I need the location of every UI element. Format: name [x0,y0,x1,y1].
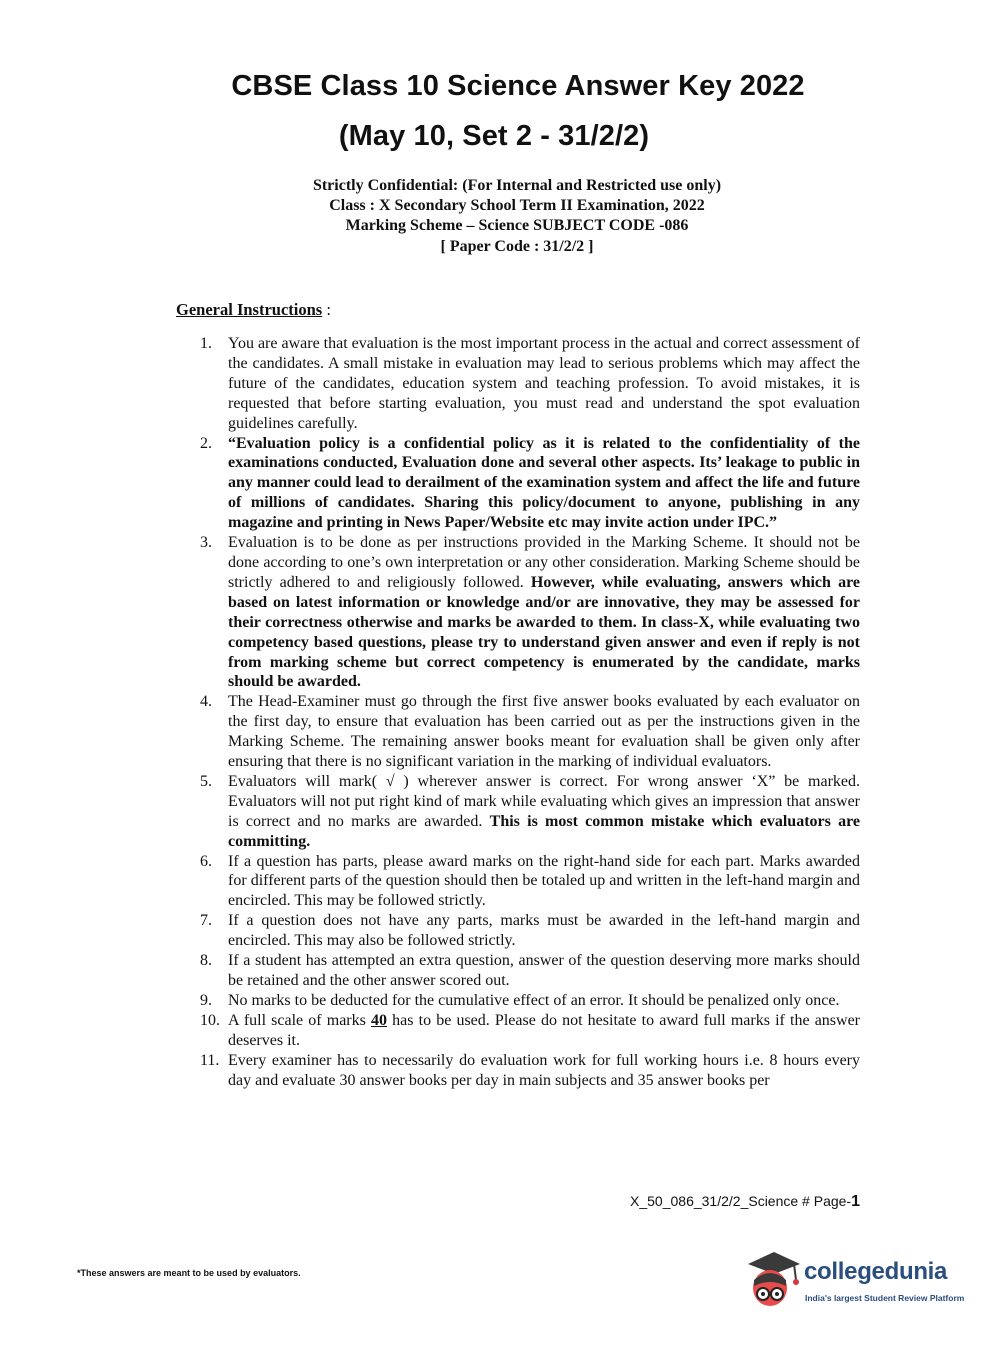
instruction-number: 5. [200,772,212,790]
instruction-item [200,911,860,951]
footer-code-text: X_50_086_31/2/2_Science # Page- [630,1193,852,1209]
heading-colon: : [322,300,331,319]
instruction-text: You are aware that evaluation is the most important process in the actual and correct assessment of the candidates. A small mistake in evaluation may lead to serious problems which may affect the future of the candidates, education system and teaching profession. To avoid mistakes, it is requested that before starting evaluation, you must read and understand the spot evaluation guidelines carefully. [228,335,860,432]
mascot-icon [742,1246,802,1316]
header-line: Strictly Confidential: (For Internal and Restricted use only) [312,177,722,194]
instructions-list [200,334,861,1090]
instruction-number: 2. [200,434,212,452]
instruction-text: Every examiner has to necessarily do evaluation work for full working hours i.e. 8 hours every day and evaluate 30 answer books per day in main subjects and 35 answer books per [228,1051,860,1089]
page-number: 1 [851,1193,860,1210]
instruction-number: 11. [200,1051,220,1069]
instruction-number: 3. [200,534,212,552]
instruction-item [200,852,860,912]
instruction-text: Evaluators will mark( √ ) wherever answer is correct. For wrong answer ‘X” be marked. Evaluators will not put right kind of mark while evaluating which gives an impression that answer is correct and no marks are awarded. [228,772,860,830]
instruction-text: This is most common mistake which evaluators are committing. [228,812,860,850]
instruction-text: A full scale of marks [228,1011,372,1029]
instruction-item [200,951,860,991]
instruction-item [200,991,860,1011]
page-footer-code [630,1193,860,1211]
instruction-item [200,434,860,534]
instruction-text: If a student has attempted an extra question, answer of the question deserving more marks should be retained and the other answer scored out. [228,952,860,989]
instruction-text: If a question does not have any parts, marks must be awarded in the left-hand margin and encircled. This may also be followed strictly. [228,912,860,950]
instruction-number: 4. [200,693,212,711]
instruction-number: 9. [200,991,212,1009]
instruction-text: The Head-Examiner must go through the first five answer books evaluated by each evaluator on the first day, to ensure that evaluation has been carried out as per the instructions given in the Marking Scheme. The remaining answer books meant for evaluation shall be given only after ensuring that there is no significant variation in the marking of individual evaluators. [228,693,860,771]
general-instructions-title: General Instructions [176,300,323,319]
instruction-number: 10. [200,1011,220,1029]
instruction-item [200,334,860,434]
evaluator-note: *These answers are meant to be used by evaluators. [77,1268,301,1278]
page-subtitle: (May 10, Set 2 - 31/2/2) [338,120,650,152]
instruction-text: 40 [371,1011,388,1029]
header-line: [ Paper Code : 31/2/2 ] [440,237,594,255]
instruction-number: 1. [200,335,212,352]
instruction-text: “Evaluation policy is a confidential policy as it is related to the confidentiality of the examinations conducted, Evaluation done and several other aspects. Its’ leakage to public in any manner could lead to derailment of the examination system and affect the life and future of millions of candidates. Sharing this policy/document to anyone, publishing in any magazine and printing in News Paper/Website etc may invite action under IPC.” [228,434,860,532]
collegedunia-logo [742,1246,972,1316]
page-title: CBSE Class 10 Science Answer Key 2022 [231,70,805,102]
instruction-text: Evaluation is to be done as per instructions provided in the Marking Scheme. It should not be done according to one’s own interpretation or any other consideration. Marking Scheme should be strictly adhered to and religiously followed. [228,534,860,591]
instruction-number: 7. [200,912,212,930]
instruction-text: No marks to be deducted for the cumulative effect of an error. It should be penalized only once. [228,991,840,1009]
logo-wordmark: collegedunia [804,1258,948,1285]
confidential-header [0,176,1002,257]
instruction-item [200,1051,860,1091]
instruction-text: However, while evaluating, answers which are based on latest information or knowledge and/or are innovative, they may be assessed for their correctness otherwise and marks be awarded to them. In class-X, while evaluating two competency based questions, please try to understand given answer and even if reply is not from marking scheme but correct competency is enumerated by the candidate, marks should be awarded. [228,573,860,691]
instruction-item [200,772,860,852]
instruction-text: has to be used. Please do not hesitate to award full marks if the answer deserves it. [228,1011,861,1049]
instruction-text: If a question has parts, please award marks on the right-hand side for each part. Marks awarded for different parts of the question should then be totaled up and written in the left-hand margin and encircled. This may be followed strictly. [228,852,860,910]
instruction-item [200,692,860,772]
instruction-item [200,533,860,692]
header-line: Class : X Secondary School Term II Examination, 2022 [329,197,705,215]
instruction-item [200,1011,861,1051]
instruction-number: 8. [200,952,212,970]
header-line: Marking Scheme – Science SUBJECT CODE -086 [345,217,689,235]
logo-tagline: India's largest Student Review Platform [805,1293,965,1303]
instruction-number: 6. [200,852,212,870]
general-instructions-heading [176,300,331,320]
